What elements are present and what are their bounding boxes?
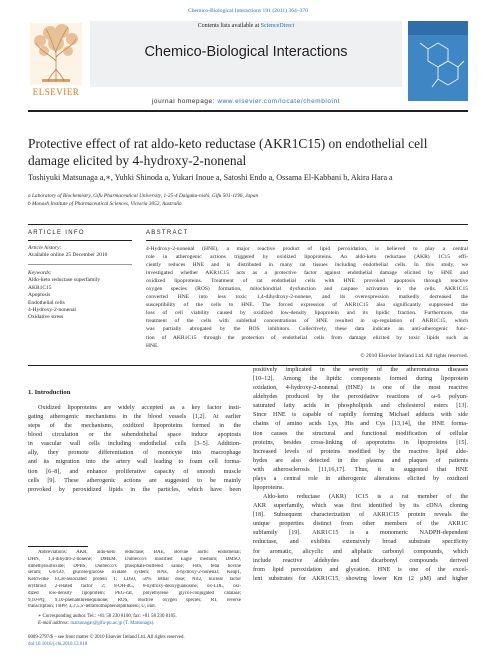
copyright-notice: © 2010 Elsevier Ireland Ltd. All rights reserved. [360, 353, 468, 359]
journal-title: Chemico-Biological Interactions [144, 44, 348, 60]
abstract-line: HNE. [146, 342, 159, 349]
body-line: [10–12]. Among the lipidic components formed during lipoprotein [253, 376, 468, 383]
keyword-item: Aldo-keto reductase superfamily [28, 277, 101, 284]
footnote-rule [28, 546, 88, 547]
body-line: provoked by peroxidized lipids in the particles, which have been [28, 486, 241, 493]
body-line: Oxidized lipoproteins are widely accepted as a key factor insti- [38, 405, 241, 411]
email-line [28, 621, 241, 628]
section-divider-top [28, 224, 468, 225]
journal-homepage [90, 98, 402, 105]
body-line: ally, they promote differentiation of monocyte into macrophage [28, 450, 241, 457]
abstract-body [146, 245, 468, 350]
body-line: subfamily [19]. AKR1C15 is a monomeric NADPH-dependent [253, 530, 468, 537]
footnote-line: dized low-density lipoprotein; PEG-cat, polyethylene glycol-conjugated catalase; [28, 590, 241, 596]
body-line: and its migration into the artery wall leading to foam cell forma- [28, 459, 241, 466]
introduction-heading: 1. Introduction [28, 389, 71, 396]
abstract-line: oxidized lipoproteins. Treatment of rat endothelial cells with HNE provoked apoptosis through reactive [146, 278, 468, 285]
affiliation-b: b Monash Institute of Pharmaceutical Sciences, Victoria 3052, Australia [28, 201, 182, 207]
abstract-line: investigated whether AKR1C15 acts as a protective factor against endothelial damage elicited by HNE and [146, 270, 468, 277]
footnote-line: DHN, 1,4-dihydro-2-nonene; DMEM, Dulbecco's modified Eagle medium; DMSO, [28, 556, 241, 562]
journal-cover-image [408, 21, 468, 101]
abbreviations-footnote [28, 550, 241, 611]
body-line: with atherosclerosis [11,16,17]. Thus, it is suggested that HNE [253, 466, 468, 473]
body-line: chains of amino acids Lys, His and Cys [13,14], the HNE forma- [253, 421, 468, 428]
body-line: Aldo-keto reductase (AKR) 1C15 is a rat member of the [263, 494, 468, 501]
affiliations [28, 192, 468, 208]
body-line: Increased levels of proteins modified by the reactive lipid alde- [253, 448, 468, 455]
abstract-line: ciently reduces HNE and is distributed in many rat tissues including endothelial cells. In this study, we [146, 262, 468, 269]
body-line: in vascular wall cells including endothelial cells [3–5]. Addition- [28, 441, 241, 448]
body-line: lipoproteins. [253, 485, 284, 492]
issn-line: 0009-2797/$ – see front matter © 2010 Elsevier Ireland Ltd. All rights reserved. [28, 635, 185, 640]
body-line: plays a central role in atherogenic alterations elicited by oxidized [253, 475, 468, 482]
abstract-line: treatment of the cells with sublethal concentrations of HNE resulted in up-regulation of AKR1C15, which [146, 318, 468, 325]
article-history [28, 245, 132, 260]
body-line: positively implicated in the severity of the atheromatous diseases [253, 367, 468, 373]
body-line: saturated fatty acids in phospholipids and cholesterol esters [13]. [253, 403, 468, 410]
article-title [28, 135, 468, 169]
molecule-structure-icon [408, 21, 468, 101]
corresponding-line: ∗ Corresponding author. Tel.: +81 58 230 8100; fax: +81 58 230 8105. [38, 614, 177, 619]
keyword-item: 4-Hydroxy-2-nonenal [28, 307, 76, 314]
keyword-item: AKR1C15 [28, 284, 52, 291]
email-link[interactable]: matsunagat@gifu-pu.ac.jp (T. Matsunaga). [70, 620, 155, 626]
body-line: hydes are also detected in the plasma and plaques of patients [253, 457, 468, 464]
body-line: Since HNE is capable of rapidly forming Michael adducts with side [253, 412, 468, 419]
body-line: unique properties distinct from other members of the AKR1C [253, 521, 468, 528]
footnote-line: erythroid 2-related factor 2; 8-OH-dG, 8-hydroxy-deoxyguanosine; ox-LDL, oxi- [28, 583, 241, 589]
abstract-line: susceptibility of the cells to HNE. The forced expression of AKR1C15 also significantly suppressed the [146, 302, 468, 309]
keyword-item: Oxidative stress [28, 314, 64, 321]
body-line: include reactive aldehydes and dicarbonyl compounds derived [253, 557, 468, 564]
abstract-line: oxygen species (ROS) formation, mitochondrial dysfunction and caspase activation in the cells. AKR1C15 [146, 286, 468, 293]
title-line-1: Protective effect of rat aldo-keto reductase (AKR1C15) on endothelial cell [28, 136, 428, 151]
keyword-item: Apoptosis [28, 292, 51, 299]
body-line: for aromatic, alicyclic and aliphatic carbonyl compounds, which [253, 548, 468, 555]
footnote-line: Abbreviations: AKR, aldo-keto reductase; BAE, Bovine aortic endothelial; [38, 550, 241, 555]
footnote-line: Kelch-like ECH-associated protein 1; LD50, 50% lethal dose; Nrf2, nuclear factor [28, 577, 241, 583]
contents-prefix: Contents lists available at [197, 23, 261, 29]
header-divider [28, 110, 468, 112]
abstract-rule [146, 240, 468, 241]
abstract-line: 4-Hydroxy-2-nonenal (HNE), a major reactive product of lipid peroxidation, is believed to play a central [146, 246, 468, 252]
front-matter [28, 635, 328, 649]
journal-citation[interactable]: Chemico-Biological Interactions 191 (2011) 364–370 [187, 8, 309, 14]
elsevier-logo [28, 21, 84, 105]
homepage-link[interactable]: www.elsevier.com/locate/chembioint [217, 98, 341, 105]
keyword-item: Endothelial cells [28, 299, 65, 306]
abstract-line: was partially abrogated by the ROS inhibitors. Collectively, these data indicate an anti-atherogenic func- [146, 326, 468, 333]
article-info-heading: ARTICLE INFO [28, 230, 85, 236]
body-line: tion causes the structural and functional modification of cellular [253, 430, 468, 437]
title-line-2: damage elicited by 4-hydroxy-2-nonenal [28, 153, 247, 168]
abstract-line: converted HNE into less toxic 1,4-dihydroxy-2-nonene, and its overexpression markedly decreased the [146, 294, 468, 301]
body-line: reductase, and exhibits extensively broad substrate specificity [253, 539, 468, 546]
body-line: cells [9]. These atherogenic actions are suggested to be mainly [28, 477, 241, 484]
body-line: oxidation, 4-hydroxy-2-nonenal (HNE) is one of the most reactive [253, 385, 468, 392]
body-line: AKR superfamily, which was first identified by its cDNA cloning [253, 503, 468, 510]
history-rule [28, 264, 132, 265]
body-line: tion [6–8], and enhance proliferative capacity of smooth muscle [28, 468, 241, 475]
footnote-line: transcription; TBPP, 3,3',5,5'-tetrabromophenolphthalein; U, unit. [28, 604, 156, 610]
body-line: from lipid peroxidation and glycation. HNE is one of the excel- [253, 566, 468, 573]
body-line: blood circulation or the subendothelial space induce apoptosis [28, 432, 241, 439]
introduction-left-column [28, 404, 241, 495]
keywords-label: Keywords: [28, 270, 52, 276]
article-info-rule [28, 240, 132, 241]
history-value: Available online 25 December 2010 [28, 252, 108, 259]
doi-link[interactable]: doi:10.1016/j.cbi.2010.12.018 [28, 641, 88, 647]
abstract-line: tion of AKR1C15 through the protection of endothelial cells from damage elicited by toxic lipids such as [146, 334, 468, 341]
body-line: gating atherogenic mechanisms in the blood vessels [1,2]. At earlier [28, 414, 241, 421]
introduction-right-column [253, 366, 468, 584]
author-list: Toshiyuki Matsunaga a,∗, Yuhki Shinoda a, Yukari Inoue a, Satoshi Endo a, Ossama El-Kabbani b, Akira Hara a [28, 173, 393, 182]
body-line: aldehydes produced by the peroxidative reactions of ω-6 polyun- [253, 394, 468, 401]
footnote-line: serum; G6/GO, glucose/glucose oxidase system; HNE, 4-hydroxy-2-nonenal; Keap1, [28, 570, 241, 576]
elsevier-wordmark: ELSEVIER [32, 87, 80, 97]
body-line: lent substrates for AKR1C15, showing lower Km (2 μM) and higher [253, 575, 468, 582]
footnote-line: 9,10-PQ, 9,10-phenanthrenequinone; ROS, reactive oxygen species; RT, reverse [28, 597, 241, 603]
keywords-block [28, 270, 132, 322]
body-line: [18]. Subsequent characterization of AKR1C15 protein reveals the [253, 512, 468, 519]
corresponding-author-footnote [28, 614, 241, 628]
history-label: Article history: [28, 245, 62, 251]
contents-line [90, 23, 402, 29]
affiliation-a: a Laboratory of Biochemistry, Gifu Pharmaceutical University, 1-25-4 Daigaku-nishi, Gifu 501-1196, Japan [28, 193, 259, 199]
body-line: proteins, besides cross-linking of apoproteins in lipoproteins [15]. [253, 439, 468, 446]
abstract-line: loss of cell viability caused by oxidized low-density lipoprotein and its lipidic fraction. Furthermore, the [146, 310, 468, 317]
body-line: steps of the mechanisms, oxidized lipoproteins formed in the [28, 423, 241, 430]
abstract-line: role in atherogenic actions triggered by oxidized lipoproteins. An aldo-keto reductase (AKR) 1C15 effi- [146, 254, 468, 261]
abstract-heading: ABSTRACT [146, 230, 189, 236]
footnote-line: dimethylsulfoxide; DPBS, Dulbecco's phosphate-buffered saline; FBS, fetal bovine [28, 563, 241, 569]
sciencedirect-link[interactable]: ScienceDirect [260, 23, 295, 29]
homepage-prefix: journal homepage: [151, 98, 218, 105]
email-label: E-mail address: [38, 620, 71, 626]
